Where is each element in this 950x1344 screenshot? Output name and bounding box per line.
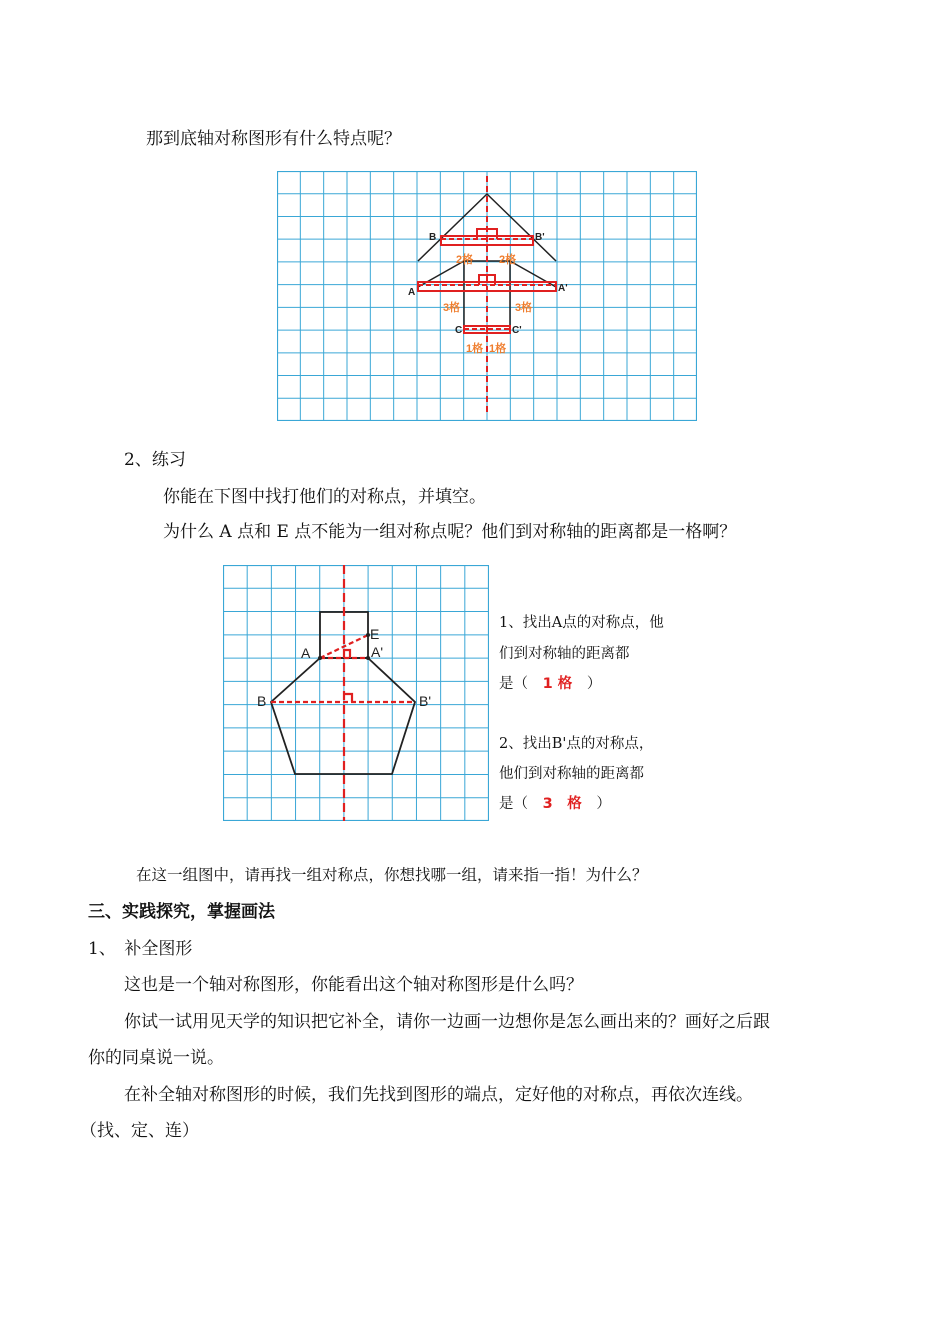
fig1-label-A-prime: A': [558, 283, 568, 294]
after-figure-question: 在这一组图中，请再找一组对称点，你想找哪一组，请来指一指！为什么？: [136, 866, 648, 884]
q1-line2: 们到对称轴的距离都: [499, 646, 630, 662]
fig1-distance-label: 3格: [443, 302, 461, 314]
section3-p3b: （找、定、连）: [80, 1121, 199, 1141]
fig1-label-A: A: [408, 287, 416, 298]
fig2-label-A: A: [301, 645, 311, 661]
intro-question: 那到底轴对称图形有什么特点呢？: [146, 129, 401, 149]
section3-p2a: 你试一试用见天学的知识把它补全，请你一边画一边想你是怎么画出来的？画好之后跟: [124, 1012, 770, 1032]
fig2-label-B: B: [257, 693, 267, 709]
q2-answer-line: 是（ 3 格 ）: [499, 796, 611, 812]
fig1-distance-label: 1格: [466, 343, 484, 355]
fig1-distance-label: 2格: [456, 254, 474, 266]
fig1-label-C: C: [455, 325, 463, 336]
q2-answer: 3 格: [542, 796, 582, 812]
q1-answer-line: 是（ 1 格 ）: [499, 676, 602, 692]
figure1-symmetry-grid: [277, 171, 697, 421]
practice-line-1: 你能在下图中找打他们的对称点，并填空。: [163, 487, 486, 507]
fig1-distance-label: 2格: [499, 254, 517, 266]
q2-line2: 他们到对称轴的距离都: [499, 766, 644, 782]
fig2-label-A-prime: A': [371, 644, 384, 660]
q1-answer: 1 格: [542, 676, 573, 692]
section3-title: 三、实践探究，掌握画法: [88, 902, 275, 922]
practice-heading: 2、练习: [124, 450, 186, 470]
fig1-distance-label: 1格: [489, 343, 507, 355]
fig2-label-B-prime: B': [419, 693, 432, 709]
fig1-label-B-prime: B': [535, 232, 545, 243]
fig2-right-angle-mark: [344, 694, 352, 702]
fig1-label-C-prime: C': [512, 325, 522, 336]
q1-line1: 1、找出A点的对称点，他: [499, 615, 664, 631]
section3-sub1: 1、 补全图形: [88, 939, 193, 959]
section3-p1: 这也是一个轴对称图形，你能看出这个轴对称图形是什么吗？: [124, 975, 583, 995]
fig2-pentagon-body: [271, 658, 415, 774]
section3-p2b: 你的同桌说一说。: [88, 1048, 224, 1068]
practice-line-2: 为什么 A 点和 E 点不能为一组对称点呢？他们到对称轴的距离都是一格啊？: [163, 522, 737, 542]
q2-line1: 2、找出B'点的对称点，: [499, 736, 654, 752]
fig2-label-E: E: [370, 626, 380, 642]
fig1-distance-label: 3格: [515, 302, 533, 314]
figure2-symmetry-grid: [223, 565, 489, 821]
section3-p3a: 在补全轴对称图形的时候，我们先找到图形的端点，定好他的对称点，再依次连线。: [124, 1085, 753, 1105]
fig1-label-B: B: [429, 232, 437, 243]
